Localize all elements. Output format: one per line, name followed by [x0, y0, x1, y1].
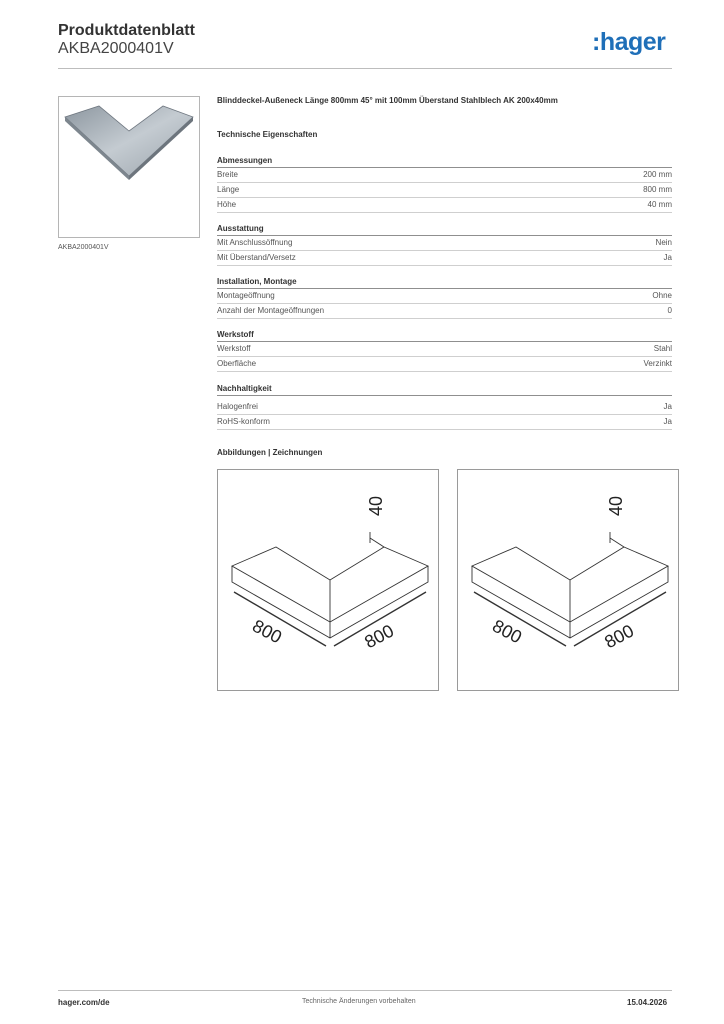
spec-label: Oberfläche: [217, 359, 257, 368]
spec-value: Stahl: [653, 344, 672, 353]
footer-disclaimer: Technische Änderungen vorbehalten: [302, 998, 416, 1005]
spec-label: Mit Überstand/Versetz: [217, 253, 296, 262]
footer-website-link[interactable]: hager.com/de: [58, 998, 110, 1007]
spec-value: Nein: [655, 238, 672, 247]
spec-label: Halogenfrei: [217, 402, 258, 411]
spec-value: Ja: [663, 417, 672, 426]
logo-colon: :: [592, 28, 600, 56]
length-dimension-left: 800: [249, 615, 286, 648]
spec-value: Ohne: [652, 291, 672, 300]
product-image-graphic: [59, 97, 199, 237]
length-dimension-right: 800: [601, 620, 638, 653]
spec-row: [217, 251, 672, 266]
spec-group-nachhaltigkeit: [217, 383, 672, 430]
spec-row: [217, 357, 672, 372]
spec-label: Montageöffnung: [217, 291, 275, 300]
spec-value: Verzinkt: [643, 359, 672, 368]
footer-divider: [58, 990, 672, 991]
footer-date: 15.04.2026: [627, 998, 668, 1007]
spec-row: [217, 198, 672, 213]
technical-drawing-1: [217, 469, 439, 691]
spec-row: [217, 415, 672, 430]
product-image-caption: AKBA2000401V: [58, 244, 109, 251]
spec-group-title: Ausstattung: [217, 223, 672, 236]
height-dimension: 40: [606, 495, 626, 516]
logo-text: hager: [599, 28, 666, 56]
spec-label: Anzahl der Montageöffnungen: [217, 306, 325, 315]
spec-column: [217, 95, 672, 426]
spec-group-title: Abmessungen: [217, 155, 672, 168]
spec-row: [217, 304, 672, 319]
spec-group-title: Installation, Montage: [217, 276, 672, 289]
drawing-graphic: [458, 470, 678, 690]
length-dimension-right: 800: [361, 620, 398, 653]
spec-row: [217, 183, 672, 198]
spec-value: Ja: [663, 402, 672, 411]
spec-group-title: Nachhaltigkeit: [217, 383, 672, 396]
product-code: AKBA2000401V: [58, 40, 174, 57]
spec-group-installation: [217, 276, 672, 319]
spec-group-werkstoff: [217, 329, 672, 372]
product-description: Blinddeckel-Außeneck Länge 800mm 45° mit 100mm Überstand Stahlblech AK 200x40mm: [217, 96, 558, 105]
length-dimension-left: 800: [489, 615, 526, 648]
spec-row: [217, 289, 672, 304]
product-image: [58, 96, 200, 238]
spec-label: Länge: [217, 185, 240, 194]
specs-section-title: Technische Eigenschaften: [217, 130, 318, 139]
technical-drawing-2: [457, 469, 679, 691]
spec-group-abmessungen: [217, 155, 672, 213]
hager-logo: [592, 28, 665, 57]
spec-label: RoHS-konform: [217, 417, 270, 426]
spec-row: [217, 168, 672, 183]
height-dimension: 40: [366, 495, 386, 516]
spec-label: Höhe: [217, 200, 237, 209]
spec-value: 40 mm: [647, 200, 672, 209]
spec-value: 200 mm: [643, 170, 672, 179]
spec-value: 800 mm: [643, 185, 672, 194]
spec-group-ausstattung: [217, 223, 672, 266]
spec-row: [217, 236, 672, 251]
drawing-graphic: [218, 470, 438, 690]
spec-group-title: Werkstoff: [217, 329, 672, 342]
spec-row: [217, 342, 672, 357]
spec-value: 0: [667, 306, 672, 315]
header-divider: [58, 68, 672, 69]
spec-row: [217, 400, 672, 415]
drawings-section-title: Abbildungen | Zeichnungen: [217, 448, 323, 457]
spec-label: Mit Anschlussöffnung: [217, 238, 293, 247]
page-title: Produktdatenblatt: [58, 22, 195, 39]
spec-label: Breite: [217, 170, 238, 179]
spec-label: Werkstoff: [217, 344, 251, 353]
spec-value: Ja: [663, 253, 672, 262]
